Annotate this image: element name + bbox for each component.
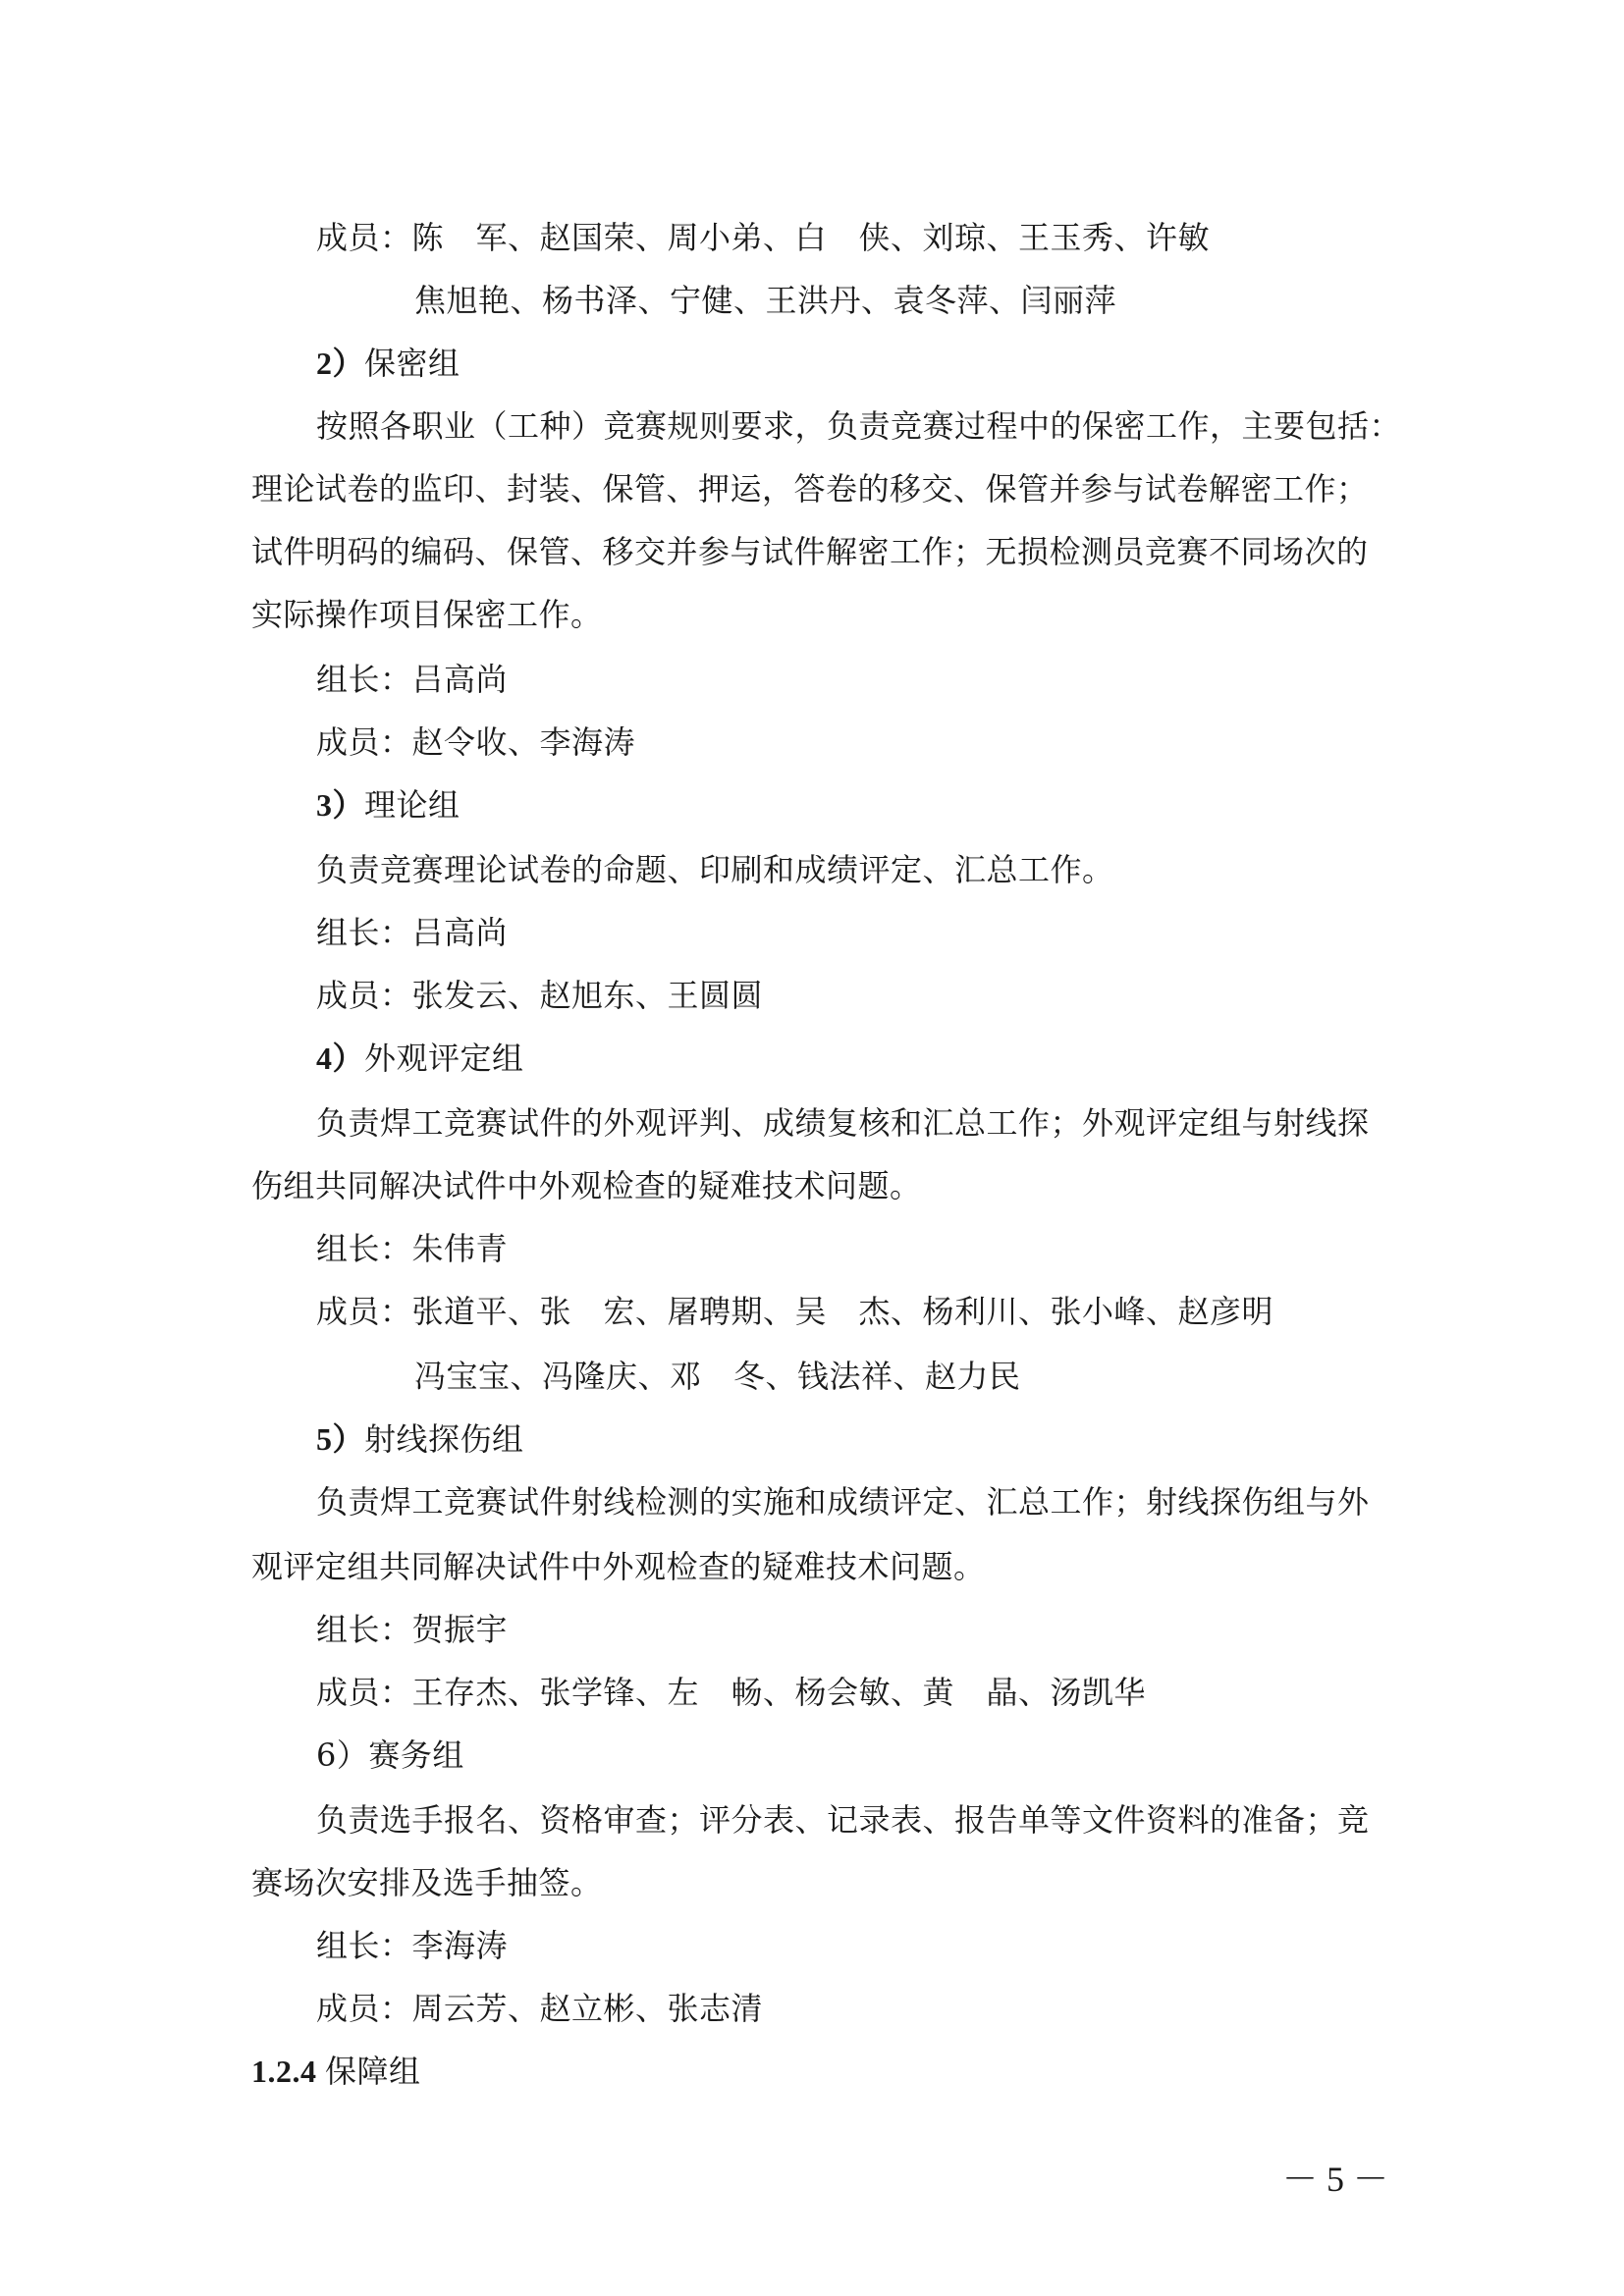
text-line: 观评定组共同解决试件中外观检查的疑难技术问题。: [251, 1548, 986, 1585]
heading-number: 5）: [316, 1421, 365, 1457]
text-line: 组长：贺振宇: [316, 1611, 509, 1648]
text-line: 成员：王存杰、张学锋、左 畅、杨会敏、黄 晶、汤凯华: [316, 1674, 1147, 1711]
section-heading: [251, 2052, 421, 2091]
heading-title: 保密组: [364, 345, 460, 382]
text-line: 实际操作项目保密工作。: [251, 596, 603, 633]
text-line: 负责选手报名、资格审查；评分表、记录表、报告单等文件资料的准备；竞: [316, 1801, 1370, 1839]
text-line: 负责焊工竞赛试件的外观评判、成绩复核和汇总工作；外观评定组与射线探: [316, 1104, 1370, 1142]
heading-title: 理论组: [364, 786, 460, 824]
text-line: 组长：李海涛: [316, 1927, 509, 1964]
section-heading: [316, 1419, 524, 1459]
text-line: 赛场次安排及选手抽签。: [251, 1864, 603, 1901]
heading-number: 3）: [316, 787, 365, 823]
page-number: － 5 －: [1281, 2160, 1388, 2199]
text-line: 成员：陈 军、赵国荣、周小弟、白 侠、刘琼、王玉秀、许敏: [316, 219, 1211, 256]
text-line: 组长：吕高尚: [316, 914, 509, 951]
heading-title: 射线探伤组: [364, 1420, 524, 1458]
text-line: 负责焊工竞赛试件射线检测的实施和成绩评定、汇总工作；射线探伤组与外: [316, 1483, 1370, 1521]
text-line: 成员：周云芳、赵立彬、张志清: [316, 1990, 764, 2027]
heading-title: 外观评定组: [364, 1040, 524, 1077]
text-line: 负责竞赛理论试卷的命题、印刷和成绩评定、汇总工作。: [316, 851, 1114, 888]
text-line: 成员：张发云、赵旭东、王圆圆: [316, 977, 764, 1014]
text-line: 伤组共同解决试件中外观检查的疑难技术问题。: [251, 1167, 922, 1204]
heading-number: 2）: [316, 346, 365, 381]
section-heading: [316, 344, 460, 383]
heading-title: 保障组: [325, 2053, 421, 2090]
heading-number: 4）: [316, 1041, 365, 1076]
heading-number: 1.2.4: [251, 2054, 325, 2089]
text-line: 试件明码的编码、保管、移交并参与试件解密工作；无损检测员竞赛不同场次的: [251, 533, 1369, 570]
text-line: 成员：赵令收、李海涛: [316, 723, 636, 761]
text-line: 成员：张道平、张 宏、屠聘期、吴 杰、杨利川、张小峰、赵彦明: [316, 1293, 1274, 1330]
text-line: 按照各职业（工种）竞赛规则要求，负责竞赛过程中的保密工作，主要包括：: [316, 407, 1402, 445]
text-line: 组长：朱伟青: [316, 1230, 509, 1267]
section-heading: 6）赛务组: [316, 1736, 464, 1774]
text-line: 理论试卷的监印、封装、保管、押运，答卷的移交、保管并参与试卷解密工作；: [251, 470, 1369, 507]
section-heading: [316, 785, 460, 825]
section-heading: [316, 1039, 524, 1078]
text-line: 冯宝宝、冯隆庆、邓 冬、钱法祥、赵力民: [414, 1358, 1021, 1395]
text-line: 焦旭艳、杨书泽、宁健、王洪丹、袁冬萍、闫丽萍: [414, 282, 1117, 319]
text-line: 组长：吕高尚: [316, 661, 509, 698]
